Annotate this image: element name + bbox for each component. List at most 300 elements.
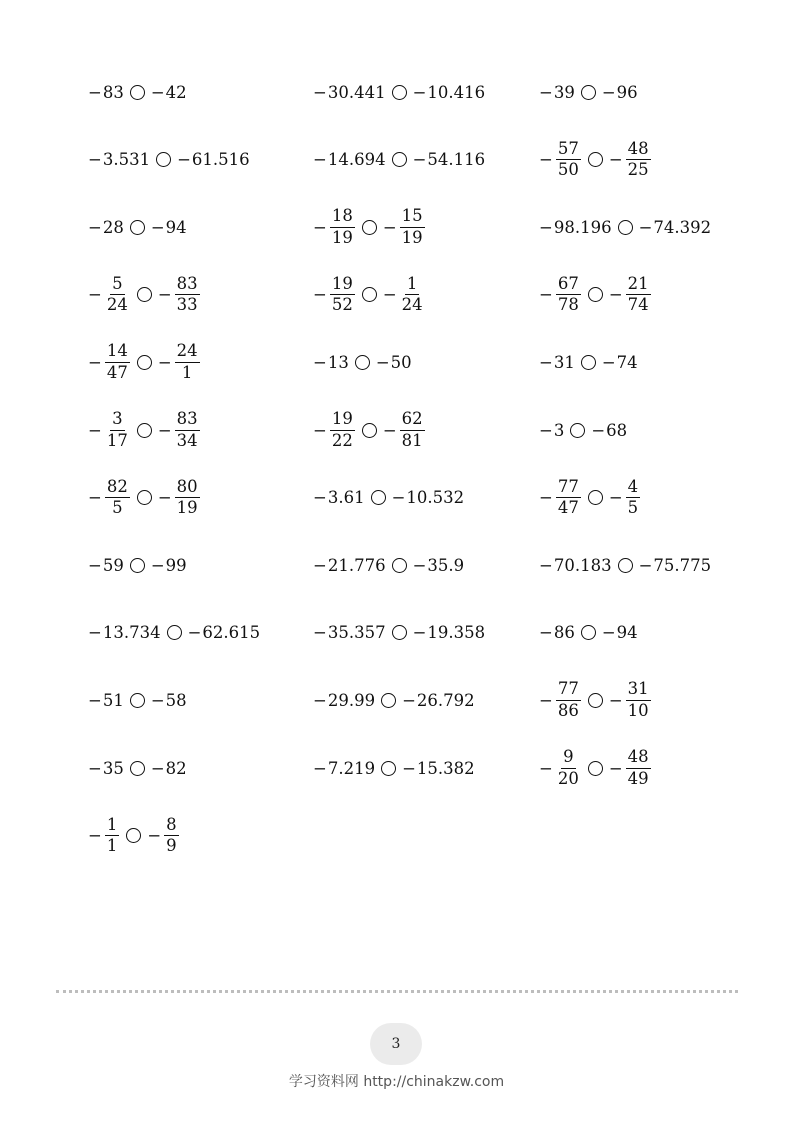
operand-a: [313, 759, 375, 778]
numerator: 48: [626, 749, 651, 769]
answer-circle[interactable]: [130, 558, 145, 573]
operand-a: [539, 476, 582, 518]
number: 3.61: [327, 488, 365, 508]
minus-sign: −: [150, 217, 165, 237]
comparison-problem: [539, 740, 652, 796]
operand-b: [602, 83, 638, 102]
fraction: [556, 273, 581, 315]
number: 3: [553, 420, 565, 440]
minus-sign: −: [88, 758, 102, 778]
fraction: [105, 814, 120, 856]
answer-circle[interactable]: [130, 85, 145, 100]
comparison-problem: [313, 402, 426, 458]
denominator: 20: [557, 768, 579, 788]
operand-a: [88, 814, 120, 856]
fraction: [164, 814, 179, 856]
answer-circle[interactable]: [581, 355, 596, 370]
minus-sign: −: [313, 623, 327, 643]
comparison-problem: [88, 740, 187, 796]
answer-circle[interactable]: [581, 85, 596, 100]
numerator: 3: [110, 411, 125, 431]
minus-sign: −: [375, 352, 390, 372]
footer-watermark: 学习资料网 http://chinakzw.com: [288, 1074, 505, 1090]
fraction: [626, 273, 651, 315]
minus-sign: −: [539, 82, 553, 102]
operand-a: [88, 343, 131, 381]
comparison-problem: [313, 132, 485, 188]
numerator: 21: [626, 276, 651, 296]
numerator: 83: [175, 276, 200, 296]
number: 62.615: [202, 623, 261, 643]
minus-sign: −: [88, 690, 102, 710]
denominator: 78: [557, 295, 579, 315]
number: 7.219: [327, 758, 376, 778]
operand-b: [392, 488, 465, 507]
fraction: [626, 681, 651, 719]
denominator: 25: [627, 160, 649, 180]
number: 94: [165, 217, 187, 237]
operand-b: [383, 208, 426, 246]
operand-b: [639, 218, 712, 237]
minus-sign: −: [147, 826, 162, 846]
denominator: 5: [112, 498, 123, 518]
fraction: [105, 476, 130, 518]
operand-a: [88, 691, 124, 710]
answer-circle[interactable]: [156, 152, 171, 167]
minus-sign: −: [539, 623, 553, 643]
fraction: [556, 681, 581, 719]
comparison-problem: [88, 808, 180, 864]
number: 28: [102, 217, 124, 237]
comparison-problem: [539, 470, 641, 526]
comparison-problem: [88, 605, 260, 661]
denominator: 47: [106, 362, 128, 382]
operand-a: [88, 759, 124, 778]
operand-b: [383, 411, 426, 449]
denominator: 1: [106, 836, 118, 856]
number: 10.532: [406, 488, 465, 508]
number: 70.183: [553, 555, 612, 575]
operand-b: [147, 814, 179, 856]
numerator: 82: [105, 479, 130, 499]
minus-sign: −: [313, 690, 327, 710]
numerator: 1: [405, 276, 420, 296]
numerator: 31: [626, 681, 651, 701]
numerator: 19: [330, 276, 355, 296]
answer-circle[interactable]: [362, 220, 377, 235]
denominator: 10: [627, 700, 649, 720]
minus-sign: −: [88, 150, 102, 170]
number: 50: [390, 352, 412, 372]
operand-a: [539, 556, 612, 575]
dotted-divider: [56, 990, 738, 993]
fraction: [175, 411, 200, 449]
comparison-problem: [539, 334, 638, 390]
numerator: 57: [556, 141, 581, 161]
minus-sign: −: [608, 488, 623, 508]
minus-sign: −: [608, 285, 623, 305]
answer-circle[interactable]: [137, 287, 152, 302]
answer-circle[interactable]: [381, 761, 396, 776]
answer-circle[interactable]: [355, 355, 370, 370]
denominator: 22: [331, 430, 353, 450]
denominator: 86: [557, 700, 579, 720]
operand-a: [313, 83, 386, 102]
fraction: [105, 411, 130, 449]
numerator: 19: [330, 411, 355, 431]
answer-circle[interactable]: [392, 558, 407, 573]
number: 19.358: [427, 623, 486, 643]
operand-a: [539, 421, 564, 440]
minus-sign: −: [539, 285, 553, 305]
numerator: 83: [175, 411, 200, 431]
minus-sign: −: [391, 488, 406, 508]
numerator: 77: [556, 479, 581, 499]
minus-sign: −: [187, 623, 202, 643]
fraction: [330, 208, 355, 246]
answer-circle[interactable]: [588, 152, 603, 167]
minus-sign: −: [539, 555, 553, 575]
answer-circle[interactable]: [126, 828, 141, 843]
numerator: 5: [110, 276, 125, 296]
comparison-problem: [88, 402, 201, 458]
answer-circle[interactable]: [588, 287, 603, 302]
number: 42: [165, 82, 187, 102]
denominator: 17: [106, 430, 128, 450]
number: 13.734: [102, 623, 161, 643]
number: 59: [102, 555, 124, 575]
minus-sign: −: [412, 150, 427, 170]
number: 30.441: [327, 82, 386, 102]
numerator: 67: [556, 276, 581, 296]
answer-circle[interactable]: [581, 625, 596, 640]
operand-b: [413, 556, 465, 575]
operand-b: [382, 273, 426, 315]
operand-b: [188, 623, 261, 642]
minus-sign: −: [608, 758, 623, 778]
minus-sign: −: [313, 285, 327, 305]
answer-circle[interactable]: [362, 287, 377, 302]
comparison-problem: [313, 64, 485, 120]
answer-circle[interactable]: [588, 761, 603, 776]
minus-sign: −: [412, 623, 427, 643]
number: 75.775: [653, 555, 712, 575]
numerator: 62: [400, 411, 425, 431]
minus-sign: −: [402, 690, 416, 710]
operand-b: [402, 691, 475, 710]
comparison-problem: [313, 605, 485, 661]
minus-sign: −: [177, 150, 191, 170]
answer-circle[interactable]: [381, 693, 396, 708]
operand-a: [88, 623, 161, 642]
denominator: 1: [181, 362, 193, 382]
minus-sign: −: [608, 150, 623, 170]
answer-circle[interactable]: [392, 152, 407, 167]
comparison-problem: [88, 199, 187, 255]
operand-a: [539, 749, 582, 787]
fraction: [556, 749, 581, 787]
minus-sign: −: [313, 758, 327, 778]
numerator: 1: [105, 817, 120, 837]
number: 99: [165, 555, 187, 575]
numerator: 77: [556, 681, 581, 701]
comparison-problem: [539, 402, 627, 458]
number: 15.382: [416, 758, 475, 778]
number: 82: [165, 758, 187, 778]
minus-sign: −: [539, 690, 553, 710]
number: 98.196: [553, 217, 612, 237]
denominator: 81: [401, 430, 423, 450]
fraction: [175, 476, 200, 518]
minus-sign: −: [88, 217, 102, 237]
comparison-problem: [313, 470, 464, 526]
denominator: 47: [557, 498, 579, 518]
number: 54.116: [427, 150, 486, 170]
comparison-problem: [88, 334, 201, 390]
minus-sign: −: [382, 420, 397, 440]
answer-circle[interactable]: [137, 355, 152, 370]
minus-sign: −: [601, 352, 616, 372]
number: 58: [165, 690, 187, 710]
operand-b: [402, 759, 475, 778]
operand-a: [88, 150, 150, 169]
minus-sign: −: [150, 82, 165, 102]
fraction: [626, 476, 641, 518]
operand-b: [609, 749, 652, 787]
comparison-problem: [88, 64, 187, 120]
comparison-problem: [539, 537, 711, 593]
minus-sign: −: [88, 623, 102, 643]
operand-a: [313, 488, 365, 507]
operand-b: [151, 556, 187, 575]
minus-sign: −: [313, 555, 327, 575]
fraction: [105, 273, 130, 315]
minus-sign: −: [157, 420, 172, 440]
answer-circle[interactable]: [130, 761, 145, 776]
denominator: 24: [106, 295, 128, 315]
operand-a: [313, 353, 349, 372]
answer-circle[interactable]: [130, 693, 145, 708]
operand-b: [151, 83, 187, 102]
operand-b: [151, 759, 187, 778]
minus-sign: −: [313, 150, 327, 170]
answer-circle[interactable]: [137, 423, 152, 438]
answer-circle[interactable]: [362, 423, 377, 438]
number: 3.531: [102, 150, 151, 170]
operand-b: [591, 421, 627, 440]
number: 68: [606, 420, 628, 440]
operand-a: [88, 83, 124, 102]
answer-circle[interactable]: [371, 490, 386, 505]
comparison-problem: [539, 132, 652, 188]
answer-circle[interactable]: [588, 693, 603, 708]
minus-sign: −: [412, 555, 427, 575]
operand-b: [608, 476, 641, 518]
operand-b: [639, 556, 712, 575]
denominator: 49: [627, 768, 649, 788]
minus-sign: −: [313, 82, 327, 102]
comparison-problem: [539, 199, 711, 255]
minus-sign: −: [157, 285, 172, 305]
number: 10.416: [427, 82, 486, 102]
minus-sign: −: [150, 690, 165, 710]
minus-sign: −: [150, 555, 165, 575]
operand-a: [88, 273, 131, 315]
minus-sign: −: [88, 285, 102, 305]
operand-b: [376, 353, 412, 372]
answer-circle[interactable]: [137, 490, 152, 505]
minus-sign: −: [88, 826, 102, 846]
number: 51: [102, 690, 124, 710]
minus-sign: −: [638, 555, 653, 575]
minus-sign: −: [88, 420, 102, 440]
operand-b: [158, 343, 201, 381]
minus-sign: −: [313, 352, 327, 372]
comparison-problem: [88, 470, 201, 526]
comparison-problem: [539, 267, 652, 323]
number: 21.776: [327, 555, 386, 575]
minus-sign: −: [638, 217, 653, 237]
denominator: 19: [176, 498, 198, 518]
comparison-problem: [88, 672, 187, 728]
denominator: 74: [627, 295, 649, 315]
page-number-badge: [370, 1023, 422, 1065]
minus-sign: −: [382, 217, 397, 237]
operand-a: [539, 273, 582, 315]
denominator: 52: [331, 295, 353, 315]
minus-sign: −: [313, 488, 327, 508]
minus-sign: −: [88, 488, 102, 508]
minus-sign: −: [608, 690, 623, 710]
operand-a: [88, 476, 131, 518]
comparison-problem: [539, 605, 638, 661]
operand-b: [413, 83, 486, 102]
minus-sign: −: [539, 758, 553, 778]
numerator: 9: [561, 749, 576, 769]
minus-sign: −: [88, 352, 102, 372]
minus-sign: −: [539, 150, 553, 170]
fraction: [400, 411, 425, 449]
minus-sign: −: [601, 623, 616, 643]
operand-a: [313, 411, 356, 449]
operand-b: [413, 623, 486, 642]
number: 13: [327, 352, 349, 372]
number: 35: [102, 758, 124, 778]
operand-a: [313, 208, 356, 246]
denominator: 5: [627, 498, 639, 518]
operand-a: [313, 273, 356, 315]
operand-a: [539, 83, 575, 102]
number: 94: [616, 623, 638, 643]
fraction: [556, 138, 581, 180]
denominator: 24: [401, 295, 423, 315]
operand-a: [88, 218, 124, 237]
comparison-problem: [313, 267, 426, 323]
operand-b: [602, 623, 638, 642]
answer-circle[interactable]: [618, 558, 633, 573]
comparison-problem: [539, 64, 638, 120]
minus-sign: −: [88, 555, 102, 575]
number: 61.516: [191, 150, 250, 170]
operand-a: [539, 353, 575, 372]
minus-sign: −: [313, 420, 327, 440]
comparison-problem: [88, 132, 250, 188]
number: 74.392: [653, 217, 712, 237]
operand-a: [313, 556, 386, 575]
operand-b: [157, 273, 201, 315]
minus-sign: −: [382, 285, 397, 305]
operand-b: [608, 138, 652, 180]
operand-b: [157, 476, 201, 518]
numerator: 4: [626, 479, 641, 499]
numerator: 24: [175, 343, 200, 363]
answer-circle[interactable]: [570, 423, 585, 438]
answer-circle[interactable]: [618, 220, 633, 235]
comparison-problem: [88, 267, 201, 323]
number: 35.357: [327, 623, 386, 643]
number: 39: [553, 82, 575, 102]
operand-b: [158, 411, 201, 449]
numerator: 18: [330, 208, 355, 228]
comparison-problem: [313, 740, 475, 796]
operand-a: [313, 623, 386, 642]
minus-sign: −: [539, 420, 553, 440]
fraction: [175, 343, 200, 381]
operand-a: [88, 556, 124, 575]
number: 26.792: [416, 690, 475, 710]
minus-sign: −: [402, 758, 416, 778]
fraction: [400, 273, 425, 315]
operand-a: [539, 218, 612, 237]
number: 86: [553, 623, 575, 643]
fraction: [626, 138, 651, 180]
comparison-problem: [539, 672, 652, 728]
operand-b: [177, 150, 250, 169]
operand-a: [539, 138, 582, 180]
operand-a: [313, 150, 386, 169]
numerator: 14: [105, 343, 130, 363]
fraction: [330, 411, 355, 449]
number: 96: [616, 82, 638, 102]
minus-sign: −: [150, 758, 165, 778]
minus-sign: −: [88, 82, 102, 102]
page-number: 3: [391, 1036, 401, 1052]
number: 83: [102, 82, 124, 102]
minus-sign: −: [313, 217, 327, 237]
denominator: 50: [557, 160, 579, 180]
minus-sign: −: [157, 352, 172, 372]
minus-sign: −: [157, 488, 172, 508]
number: 29.99: [327, 690, 376, 710]
numerator: 8: [164, 817, 179, 837]
comparison-problem: [313, 199, 426, 255]
answer-circle[interactable]: [588, 490, 603, 505]
fraction: [105, 343, 130, 381]
answer-circle[interactable]: [392, 85, 407, 100]
answer-circle[interactable]: [130, 220, 145, 235]
comparison-problem: [313, 537, 464, 593]
denominator: 19: [401, 227, 423, 247]
denominator: 9: [166, 836, 177, 856]
operand-b: [151, 218, 187, 237]
fraction: [330, 273, 355, 315]
comparison-problem: [88, 537, 187, 593]
answer-circle[interactable]: [392, 625, 407, 640]
fraction: [400, 208, 425, 246]
operand-a: [88, 411, 131, 449]
comparison-problem: [313, 334, 412, 390]
answer-circle[interactable]: [167, 625, 182, 640]
